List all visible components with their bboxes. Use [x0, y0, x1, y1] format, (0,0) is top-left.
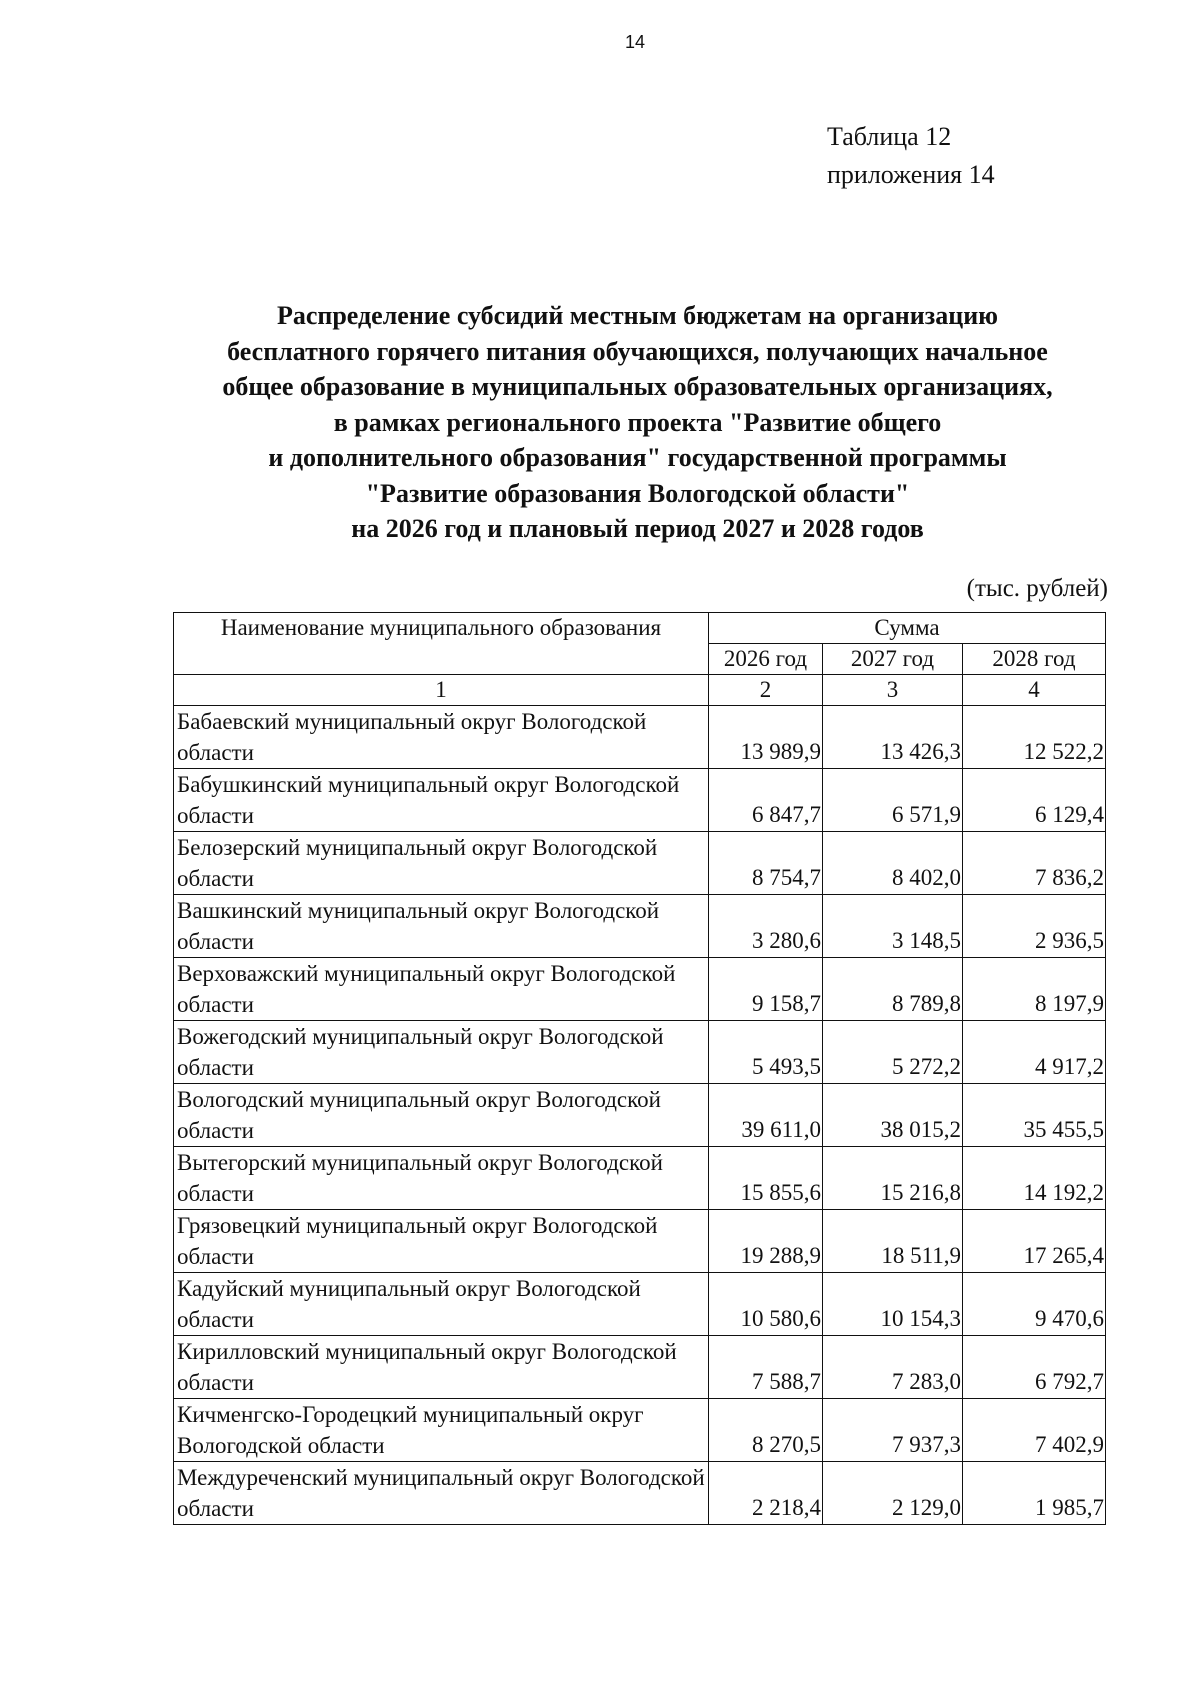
value-2027-cell: 8 402,0: [823, 832, 963, 895]
value-2026-cell: 8 754,7: [709, 832, 823, 895]
title-line: бесплатного горячего питания обучающихся, получающих начальное: [227, 336, 1048, 366]
value-2028-cell: 14 192,2: [963, 1147, 1106, 1210]
value-2028-cell: 9 470,6: [963, 1273, 1106, 1336]
table-row: [174, 1273, 1106, 1336]
municipality-name-cell: Грязовецкий муниципальный округ Вологодской области: [174, 1210, 709, 1273]
municipality-name-cell: Бабушкинский муниципальный округ Вологодской области: [174, 769, 709, 832]
units-label: (тыс. рублей): [966, 575, 1108, 602]
municipality-name-cell: Кичменгско-Городецкий муниципальный округ Вологодской области: [174, 1399, 709, 1462]
value-2027-cell: 18 511,9: [823, 1210, 963, 1273]
value-2028-cell: 7 402,9: [963, 1399, 1106, 1462]
value-2027-cell: 13 426,3: [823, 706, 963, 769]
value-2027-cell: 8 789,8: [823, 958, 963, 1021]
value-2026-cell: 3 280,6: [709, 895, 823, 958]
municipality-name-cell: Междуреченский муниципальный округ Вологодской области: [174, 1462, 709, 1525]
table-row: [174, 769, 1106, 832]
value-2027-cell: 5 272,2: [823, 1021, 963, 1084]
value-2027-cell: 10 154,3: [823, 1273, 963, 1336]
appendix-table-label: Таблица 12: [827, 122, 952, 151]
appendix-reference: [827, 118, 995, 194]
column-number-row: [174, 675, 1106, 706]
table-row: [174, 1021, 1106, 1084]
municipality-name-cell: Вологодский муниципальный округ Вологодской области: [174, 1084, 709, 1147]
value-2028-cell: 17 265,4: [963, 1210, 1106, 1273]
value-2026-cell: 9 158,7: [709, 958, 823, 1021]
value-2026-cell: 39 611,0: [709, 1084, 823, 1147]
column-number: 3: [823, 675, 963, 706]
municipality-name-cell: Верховажский муниципальный округ Вологодской области: [174, 958, 709, 1021]
title-line: на 2026 год и плановый период 2027 и 2028 годов: [351, 514, 924, 543]
value-2026-cell: 19 288,9: [709, 1210, 823, 1273]
title-line: "Развитие образования Вологодской области": [365, 478, 910, 508]
value-2026-cell: 10 580,6: [709, 1273, 823, 1336]
value-2028-cell: 12 522,2: [963, 706, 1106, 769]
value-2027-cell: 2 129,0: [823, 1462, 963, 1525]
municipality-name-cell: Вожегодский муниципальный округ Вологодской области: [174, 1021, 709, 1084]
municipality-name-cell: Кадуйский муниципальный округ Вологодской области: [174, 1273, 709, 1336]
title-line: и дополнительного образования" государственной программы: [268, 443, 1007, 472]
value-2026-cell: 6 847,7: [709, 769, 823, 832]
subsidy-table: [173, 612, 1106, 1525]
table-body: [174, 613, 1106, 1525]
table-row: [174, 958, 1106, 1021]
value-2027-cell: 6 571,9: [823, 769, 963, 832]
value-2028-cell: 6 792,7: [963, 1336, 1106, 1399]
value-2027-cell: 3 148,5: [823, 895, 963, 958]
municipality-name-cell: Вашкинский муниципальный округ Вологодской области: [174, 895, 709, 958]
value-2028-cell: 7 836,2: [963, 832, 1106, 895]
value-2026-cell: 8 270,5: [709, 1399, 823, 1462]
value-2028-cell: 4 917,2: [963, 1021, 1106, 1084]
table-row: [174, 1462, 1106, 1525]
value-2028-cell: 8 197,9: [963, 958, 1106, 1021]
title-line: Распределение субсидий местным бюджетам на организацию: [276, 301, 999, 330]
value-2028-cell: 6 129,4: [963, 769, 1106, 832]
header-name: Наименование муниципального образования: [174, 613, 709, 675]
page-number: 14: [624, 32, 646, 52]
column-number: 2: [709, 675, 823, 706]
municipality-name-cell: Белозерский муниципальный округ Вологодской области: [174, 832, 709, 895]
value-2027-cell: 7 283,0: [823, 1336, 963, 1399]
value-2027-cell: 15 216,8: [823, 1147, 963, 1210]
table-row: [174, 895, 1106, 958]
municipality-name-cell: Вытегорский муниципальный округ Вологодской области: [174, 1147, 709, 1210]
value-2027-cell: 38 015,2: [823, 1084, 963, 1147]
table-row: [174, 832, 1106, 895]
column-number: 4: [963, 675, 1106, 706]
appendix-annex-label: приложения 14: [827, 160, 995, 189]
table-row: [174, 1147, 1106, 1210]
municipality-name-cell: Кирилловский муниципальный округ Вологодской области: [174, 1336, 709, 1399]
table-row: [174, 1336, 1106, 1399]
header-year-2028: 2028 год: [963, 644, 1106, 675]
value-2028-cell: 1 985,7: [963, 1462, 1106, 1525]
title-line: в рамках регионального проекта "Развитие общего: [333, 407, 942, 437]
header-year-2026: 2026 год: [709, 644, 823, 675]
table-row: [174, 1084, 1106, 1147]
value-2026-cell: 7 588,7: [709, 1336, 823, 1399]
table-row: [174, 1210, 1106, 1273]
header-row: [174, 613, 1106, 644]
value-2028-cell: 2 936,5: [963, 895, 1106, 958]
document-title: [160, 298, 1115, 547]
value-2027-cell: 7 937,3: [823, 1399, 963, 1462]
table-row: [174, 1399, 1106, 1462]
title-line: общее образование в муниципальных образовательных организациях,: [222, 372, 1053, 401]
value-2026-cell: 5 493,5: [709, 1021, 823, 1084]
value-2026-cell: 15 855,6: [709, 1147, 823, 1210]
header-year-2027: 2027 год: [823, 644, 963, 675]
value-2028-cell: 35 455,5: [963, 1084, 1106, 1147]
municipality-name-cell: Бабаевский муниципальный округ Вологодской области: [174, 706, 709, 769]
value-2026-cell: 2 218,4: [709, 1462, 823, 1525]
column-number: 1: [174, 675, 709, 706]
header-sum: Сумма: [709, 613, 1106, 644]
value-2026-cell: 13 989,9: [709, 706, 823, 769]
table-row: [174, 706, 1106, 769]
